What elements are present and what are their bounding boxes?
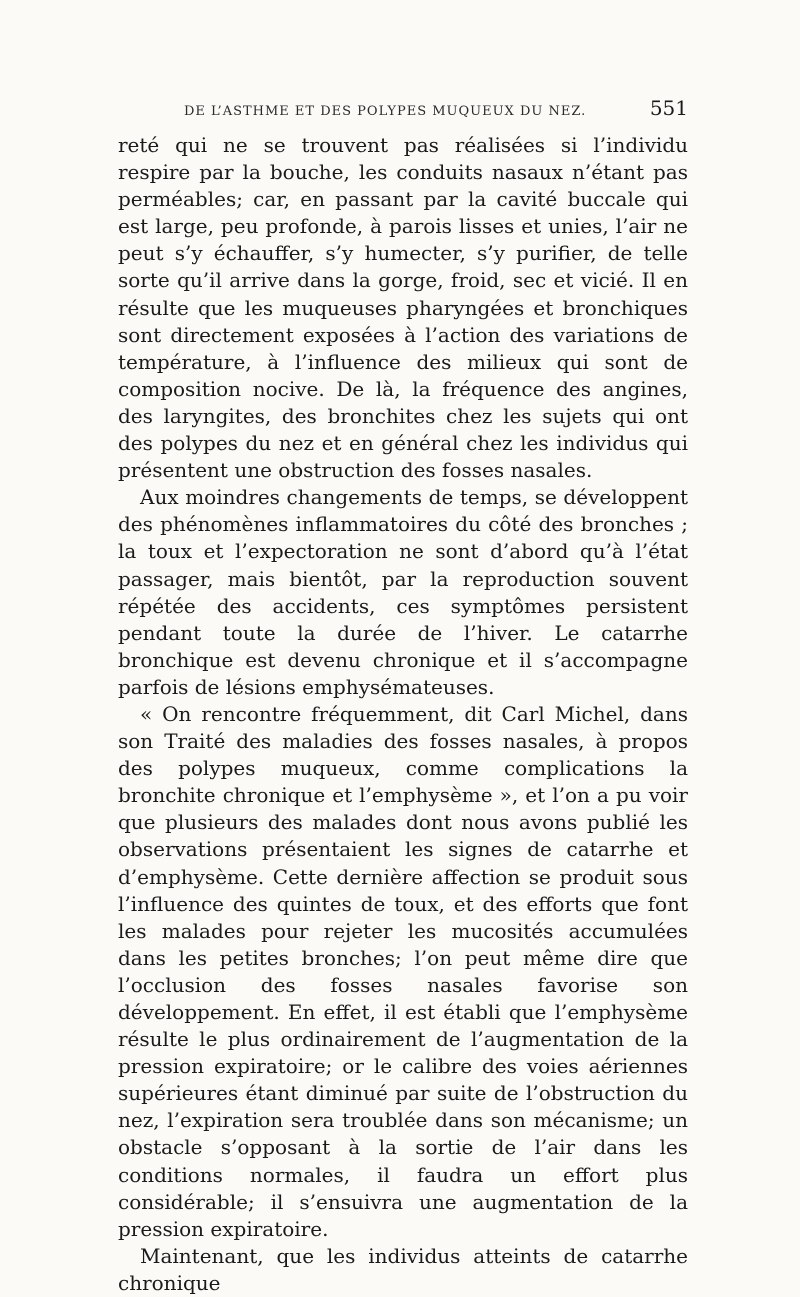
page-number: 551: [649, 96, 688, 120]
body-text: [118, 132, 688, 1297]
paragraph-quotation: « On rencontre fréquemment, dit Carl Michel, dans son Traité des maladies des fosses nasales, à propos des polypes muqueux, comme complications la bronchite chronique et l’emphysème », et l’on a pu voir que plusieurs des malades dont nous avons publié les observations présentaient les signes de catarrhe et d’emphysème. Cette dernière affection se produit sous l’influence des quintes de toux, et des efforts que font les malades pour rejeter les mucosités accumulées dans les petites bronches; l’on peut même dire que l’occlusion des fosses nasales favorise son développement. En effet, il est établi que l’emphysème résulte le plus ordinairement de l’augmentation de la pression expiratoire; or le calibre des voies aériennes supérieures étant diminué par suite de l’obstruction du nez, l’expiration sera troublée dans son mécanisme; un obstacle s’opposant à la sortie de l’air dans les conditions normales, il faudra un effort plus considérable; il s’ensuivra une augmentation de la pression expiratoire.: [118, 701, 688, 1241]
book-page: [118, 96, 688, 1297]
paragraph-continued: reté qui ne se trouvent pas réalisées si l’individu respire par la bouche, les conduits nasaux n’étant pas perméables; car, en passant par la cavité buccale qui est large, peu profonde, à parois lisses et unies, l’air ne peut s’y échauffer, s’y humecter, s’y purifier, de telle sorte qu’il arrive dans la gorge, froid, sec et vicié. Il en résulte que les muqueuses pharyngées et bronchiques sont directement exposées à l’action des variations de température, à l’influence des milieux qui sont de composition nocive. De là, la fréquence des angines, des laryngites, des bronchites chez les sujets qui ont des polypes du nez et en général chez les individus qui présentent une obstruction des fosses nasales.: [118, 133, 688, 483]
running-head: [184, 96, 688, 120]
paragraph: Aux moindres changements de temps, se développent des phénomènes inflammatoires du côté des bronches ; la toux et l’expectoration ne sont d’abord qu’à l’état passager, mais bientôt, par la reproduction souvent répétée des accidents, ces symptômes persistent pendant toute la durée de l’hiver. Le catarrhe bronchique est devenu chronique et il s’accompagne parfois de lésions emphysémateuses.: [118, 485, 688, 699]
running-title: DE L’ASTHME ET DES POLYPES MUQUEUX DU NEZ.: [184, 104, 587, 119]
paragraph-last: Maintenant, que les individus atteints de catarrhe chronique: [118, 1243, 688, 1295]
